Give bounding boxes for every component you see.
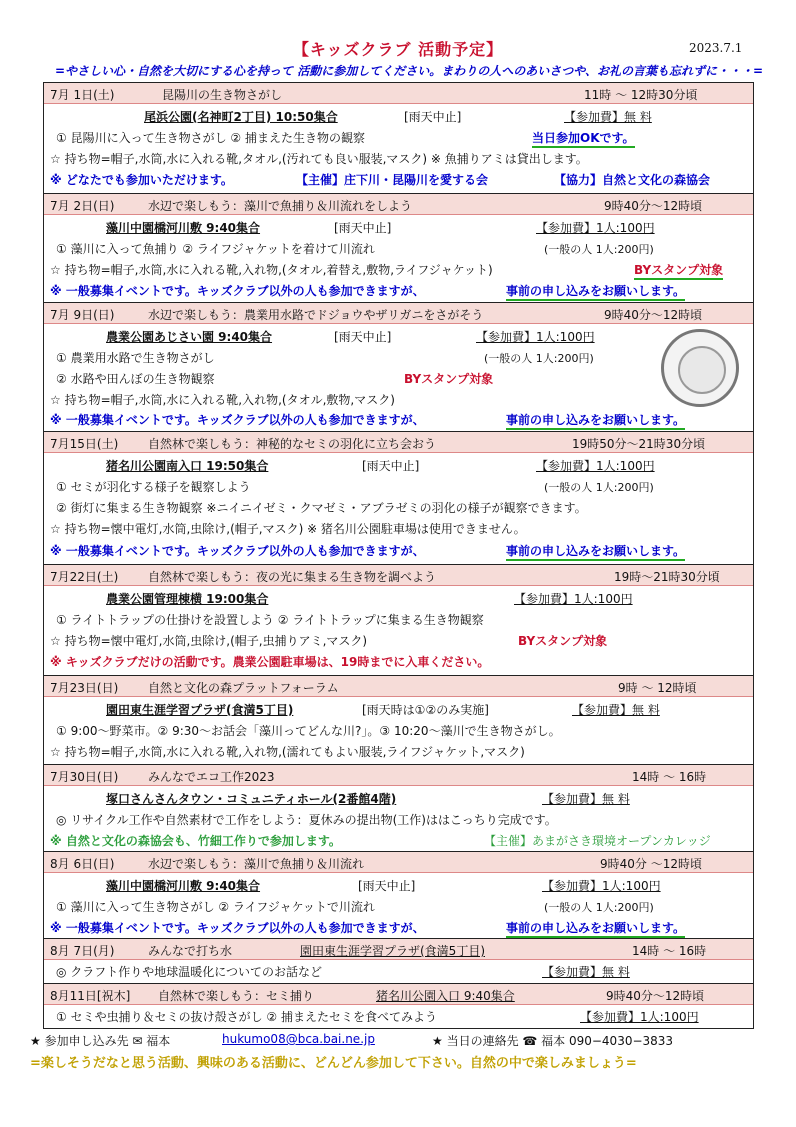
event-title: 自然林で楽しもう：神秘的なセミの羽化に立ち会おう	[148, 437, 437, 451]
event-time: 9時40分～12時頃	[604, 199, 703, 213]
event-place: 園田東生涯学習プラザ(食満5丁目)	[106, 703, 294, 717]
event-title: みんなで打ち水	[148, 944, 233, 958]
event-fee: 【参加費】無 料	[572, 703, 660, 717]
event-aug-6	[43, 851, 754, 939]
event-apply: 事前の申し込みをお願いします。	[506, 542, 685, 561]
event-time: 14時 ～ 16時	[632, 770, 707, 784]
event-notice: ※ 一般募集イベントです。キッズクラブ以外の人も参加できますが、	[50, 544, 425, 558]
event-apply: 事前の申し込みをお願いします。	[506, 919, 685, 938]
event-general-fee: (一般の人 1人:200円)	[544, 243, 654, 256]
event-jul-30	[43, 764, 754, 852]
event-title: みんなでエコ工作2023	[148, 770, 275, 784]
stamp-target: BYスタンプ対象	[518, 634, 608, 648]
event-date: 7月23日(日)	[50, 681, 119, 695]
event-cooperator: 【協力】自然と文化の森協会	[554, 173, 711, 187]
event-apply: 事前の申し込みをお願いします。	[506, 411, 685, 430]
event-aug-7	[43, 938, 754, 984]
event-notice: ※ 一般募集イベントです。キッズクラブ以外の人も参加できますが、	[50, 284, 425, 298]
event-place: 園田東生涯学習プラザ(食満5丁目)	[300, 944, 485, 958]
event-time: 19時～21時30分頃	[614, 570, 720, 584]
event-title: 自然林で楽しもう：セミ捕り	[158, 989, 315, 1003]
event-title: 自然林で楽しもう：夜の光に集まる生き物を調べよう	[148, 570, 437, 584]
event-general-fee: (一般の人 1人:200円)	[544, 901, 654, 914]
event-jul-22	[43, 564, 754, 676]
event-time: 14時 ～ 16時	[632, 944, 707, 958]
event-date: 7月 2日(日)	[50, 199, 115, 213]
event-organizer: 【主催】あまがさき環境オープンカレッジ	[484, 834, 711, 848]
event-aug-11	[43, 983, 754, 1029]
event-title: 水辺で楽しもう：藻川で魚捕り＆川流れ	[148, 857, 365, 871]
event-fee: 【参加費】無 料	[564, 110, 652, 124]
event-activity-2: ② 水路や田んぼの生き物観察	[56, 372, 215, 386]
contact-label: ★ 参加申し込み先 ✉ 福本	[30, 1034, 171, 1048]
event-rain: [雨天中止]	[404, 110, 462, 124]
event-activity: ① 藻川に入って生き物さがし ② ライフジャケットで川流れ	[56, 900, 375, 914]
event-place: 藻川中園橋河川敷 9:40集合	[106, 221, 261, 235]
event-date: 7月 9日(日)	[50, 308, 115, 322]
event-fee: 【参加費】1人:100円	[580, 1010, 699, 1024]
event-activity: ① 9:00～野菜市。② 9:30～お話会「藻川ってどんな川?」。③ 10:20～藻川で生き物さがし。	[56, 724, 561, 738]
event-title: 昆陽川の生き物さがし	[162, 88, 283, 102]
event-activity: ◎ クラフト作りや地球温暖化についてのお話など	[56, 965, 323, 979]
event-place: 塚口さんさんタウン・コミュニティホール(2番館4階)	[106, 792, 397, 806]
event-rain: [雨天中止]	[362, 459, 420, 473]
event-items: ☆ 持ち物=帽子,水筒,水に入れる靴,タオル,(汚れても良い服装,マスク) ※ 魚捕りアミは貸出します。	[50, 152, 588, 166]
event-title: 水辺で楽しもう：農業用水路でドジョウやザリガニをさがそう	[148, 308, 484, 322]
event-rain: [雨天中止]	[334, 221, 392, 235]
event-time: 9時 ～ 12時頃	[618, 681, 697, 695]
day-contact: ★ 当日の連絡先 ☎ 福本 090−4030−3833	[432, 1034, 674, 1048]
event-fee: 【参加費】1人:100円	[536, 459, 655, 473]
event-activity: ① 農業用水路で生き物さがし	[56, 351, 215, 365]
event-time: 9時40分～12時頃	[604, 308, 703, 322]
event-activity: ① 藻川に入って魚捕り ② ライフジャケットを着けて川流れ	[56, 242, 375, 256]
event-fee: 【参加費】無 料	[542, 965, 630, 979]
event-fee: 【参加費】1人:100円	[514, 592, 633, 606]
event-general-fee: (一般の人 1人:200円)	[484, 352, 594, 365]
event-date: 8月 7日(月)	[50, 944, 115, 958]
event-items: ☆ 持ち物=帽子,水筒,水に入れる靴,入れ物,(濡れてもよい服装,ライフジャケット,マスク)	[50, 745, 525, 759]
event-jul-1	[43, 82, 754, 194]
event-rain: [雨天時は①②のみ実施]	[362, 703, 489, 717]
event-fee: 【参加費】1人:100円	[536, 221, 655, 235]
event-place: 農業公園管理棟横 19:00集合	[106, 592, 269, 606]
event-activity: ◎ リサイクル工作や自然素材で工作をしよう：夏休みの提出物(工作)ははこっちり完成です。	[56, 813, 557, 827]
event-general-fee: (一般の人 1人:200円)	[544, 481, 654, 494]
event-date: 8月 6日(日)	[50, 857, 115, 871]
event-time: 9時40分 ～12時頃	[600, 857, 702, 871]
event-activity: ① ライトトラップの仕掛けを設置しよう ② ライトトラップに集まる生き物観察	[56, 613, 484, 627]
event-date: 7月30日(日)	[50, 770, 119, 784]
event-jul-9	[43, 302, 754, 432]
event-date: 7月 1日(土)	[50, 88, 115, 102]
event-place: 猪名川公園入口 9:40集合	[376, 989, 515, 1003]
event-date: 7月22日(土)	[50, 570, 119, 584]
event-fee: 【参加費】1人:100円	[476, 330, 595, 344]
event-time: 11時 ～ 12時30分頃	[584, 88, 698, 102]
event-items: ☆ 持ち物=懐中電灯,水筒,虫除け,(帽子,マスク) ※ 猪名川公園駐車場は使用できません。	[50, 522, 526, 536]
event-jul-23	[43, 675, 754, 765]
bottom-slogan: =楽しそうだなと思う活動、興味のある活動に、どんどん参加して下さい。自然の中で楽しみましょう=	[30, 1056, 637, 1071]
issue-date: 2023.7.1	[689, 41, 743, 55]
event-notice: ※ 一般募集イベントです。キッズクラブ以外の人も参加できますが、	[50, 921, 425, 935]
event-rain: [雨天中止]	[334, 330, 392, 344]
event-items: ☆ 持ち物=帽子,水筒,水に入れる靴,入れ物,(タオル,着替え,敷物,ライフジャケット)	[50, 263, 493, 277]
event-activity: ① セミや虫捕り＆セミの抜け殻さがし ② 捕まえたセミを食べてみよう	[56, 1010, 437, 1024]
stamp-target: BYスタンプ対象	[634, 261, 723, 280]
event-activity-2: ② 街灯に集まる生き物観察 ※ニイニイゼミ・クマゼミ・アブラゼミの羽化の様子が観察できます。	[56, 501, 587, 515]
event-organizer: 【主催】庄下川・昆陽川を愛する会	[296, 173, 489, 187]
event-time: 19時50分～21時30分頃	[572, 437, 706, 451]
event-fee: 【参加費】無 料	[542, 792, 630, 806]
event-date: 8月11日[祝木]	[50, 989, 131, 1003]
event-notice: ※ キッズクラブだけの活動です。農業公園駐車場は、19時までに入車ください。	[50, 655, 490, 669]
event-place: 農業公園あじさい園 9:40集合	[106, 330, 273, 344]
event-notice: ※ 自然と文化の森協会も、竹細工作りで参加します。	[50, 834, 341, 848]
event-title: 自然と文化の森プラットフォーラム	[148, 681, 339, 695]
event-note: 当日参加OKです。	[532, 129, 635, 148]
event-activity: ① セミが羽化する様子を観察しよう	[56, 480, 251, 494]
event-apply: 事前の申し込みをお願いします。	[506, 282, 685, 301]
event-place: 藻川中園橋河川敷 9:40集合	[106, 879, 261, 893]
event-fee: 【参加費】1人:100円	[542, 879, 661, 893]
event-jul-2	[43, 193, 754, 303]
event-place: 尾浜公園(名神町2丁目) 10:50集合	[144, 110, 338, 124]
event-jul-15	[43, 431, 754, 565]
event-place: 猪名川公園南入口 19:50集合	[106, 459, 269, 473]
event-rain: [雨天中止]	[358, 879, 416, 893]
stamp-rally-logo	[661, 329, 739, 407]
event-title: 水辺で楽しもう：藻川で魚捕り＆川流れをしよう	[148, 199, 413, 213]
event-date: 7月15日(土)	[50, 437, 119, 451]
stamp-target: BYスタンプ対象	[404, 372, 494, 386]
event-activity: ① 昆陽川に入って生き物さがし ② 捕まえた生き物の観察	[56, 131, 365, 145]
event-notice: ※ どなたでも参加いただけます。	[50, 173, 233, 187]
event-notice: ※ 一般募集イベントです。キッズクラブ以外の人も参加できますが、	[50, 413, 425, 427]
event-time: 9時40分～12時頃	[606, 989, 705, 1003]
page-title: 【キッズクラブ 活動予定】	[292, 40, 504, 59]
top-slogan: =やさしい心・自然を大切にする心を持って 活動に参加してください。まわりの人へのあいさつや、お礼の言葉も忘れずに・・・=	[55, 64, 764, 78]
contact-email[interactable]: hukumo08@bca.bai.ne.jp	[222, 1032, 375, 1046]
event-items: ☆ 持ち物=帽子,水筒,水に入れる靴,入れ物,(タオル,敷物,マスク)	[50, 393, 395, 407]
event-items: ☆ 持ち物=懐中電灯,水筒,虫除け,(帽子,虫捕りアミ,マスク)	[50, 634, 368, 648]
